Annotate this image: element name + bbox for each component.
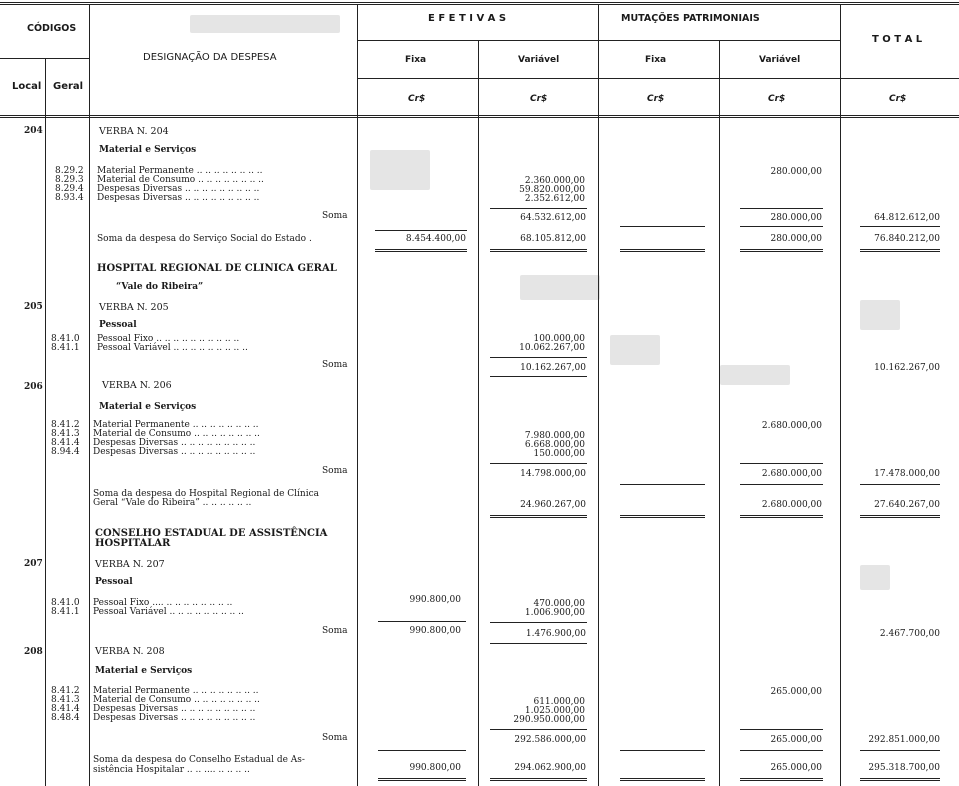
item-row: Despesas Diversas .. .. .. .. .. .. .. .. .. — [93, 438, 256, 448]
verba-206-subtitle: Material e Serviços — [99, 402, 197, 412]
rule-fixa-under — [357, 78, 959, 79]
item-row: Despesas Diversas .. .. .. .. .. .. .. .. .. — [93, 704, 256, 714]
underline — [740, 208, 823, 209]
scan-noise — [860, 565, 890, 590]
code-row: 8.41.1 — [51, 607, 80, 617]
underline — [490, 208, 587, 209]
double-underline — [620, 778, 705, 781]
total-mp-var: 280.000,00 — [770, 234, 822, 244]
soma-label: Soma — [322, 360, 348, 370]
item-row: Pessoal Fixo .. .. .. .. .. .. .. .. .. .. — [97, 334, 240, 344]
scan-noise — [520, 275, 600, 300]
scan-noise — [860, 300, 900, 330]
mp-var-value: 280.000,00 — [770, 167, 822, 177]
soma-ef-var: 14.798.000,00 — [520, 469, 586, 479]
rule-efetivas-under — [357, 40, 840, 41]
double-underline — [490, 778, 587, 781]
total-ef-fixa: 990.800,00 — [409, 763, 461, 773]
double-underline — [620, 515, 705, 518]
local-204: 204 — [24, 126, 43, 136]
underline — [620, 484, 705, 485]
item-row: Despesas Diversas .. .. .. .. .. .. .. .. .. — [97, 184, 260, 194]
verba-205-title: VERBA N. 205 — [99, 302, 169, 313]
variavel-header-2: Variável — [759, 55, 801, 65]
underline — [860, 484, 940, 485]
total-label-206-line1: Soma da despesa do Hospital Regional de Clínica — [93, 489, 319, 499]
soma-mp-var: 2.680.000,00 — [761, 469, 822, 479]
local-header: Local — [12, 81, 42, 92]
underline — [860, 750, 940, 751]
rule-codigos-under — [0, 58, 89, 59]
soma-ef-var: 1.476.900,00 — [525, 629, 586, 639]
ef-var-value: 59.820.000,00 — [519, 185, 585, 195]
double-underline — [740, 778, 823, 781]
item-row: Material de Consumo .. .. .. .. .. .. .. .. — [93, 695, 260, 705]
item-row: Material de Consumo .. .. .. .. .. .. .. .. — [93, 429, 260, 439]
underline — [490, 376, 587, 377]
code-row: 8.29.4 — [55, 184, 84, 194]
soma-ef-var: 64.532.612,00 — [520, 213, 586, 223]
ef-var-value: 1.025.000,00 — [524, 706, 585, 716]
ef-var-value: 2.360.000,00 — [524, 176, 585, 186]
soma-mp-var: 280.000,00 — [770, 213, 822, 223]
total-ef-var: 294.062.900,00 — [514, 763, 586, 773]
total-label-208-line1: Soma da despesa do Conselho Estadual de As- — [93, 755, 305, 765]
soma-label: Soma — [322, 466, 348, 476]
double-underline — [740, 515, 823, 518]
mutacoes-header: MUTAÇÕES PATRIMONIAIS — [621, 13, 760, 24]
underline — [740, 729, 823, 730]
total-label-206-line2: Geral “Vale do Ribeira” .. .. .. .. .. .. — [93, 498, 252, 508]
double-underline — [860, 515, 940, 518]
verba-207-subtitle: Pessoal — [95, 577, 133, 587]
code-row: 8.41.2 — [51, 420, 80, 430]
code-row: 8.93.4 — [55, 193, 84, 203]
code-row: 8.29.2 — [55, 166, 84, 176]
rule-geral — [89, 5, 90, 786]
underline — [490, 463, 587, 464]
underline — [740, 750, 823, 751]
fixa-header-1: Fixa — [405, 55, 427, 65]
rule-mutacoes — [840, 5, 841, 786]
soma-total: 17.478.000,00 — [874, 469, 940, 479]
soma-total: 292.851.000,00 — [868, 735, 940, 745]
rule-designacao — [357, 5, 358, 786]
code-row: 8.41.0 — [51, 598, 80, 608]
code-row: 8.48.4 — [51, 713, 80, 723]
double-underline — [860, 249, 940, 252]
soma-label: Soma — [322, 733, 348, 743]
item-row: Material Permanente .. .. .. .. .. .. .. .. — [97, 166, 263, 176]
ef-var-value: 611.000,00 — [533, 697, 585, 707]
scan-noise — [720, 365, 790, 385]
local-208: 208 — [24, 647, 43, 657]
double-underline — [620, 249, 705, 252]
verba-205-subtitle: Pessoal — [99, 320, 137, 330]
ef-var-value: 290.950.000,00 — [513, 715, 585, 725]
soma-label: Soma — [322, 626, 348, 636]
soma-total: 64.812.612,00 — [874, 213, 940, 223]
underline — [860, 226, 940, 227]
currency-mp-fixa: Cr$ — [647, 94, 665, 104]
verba-208-title: VERBA N. 208 — [95, 646, 165, 657]
efetivas-header: E F E T I V A S — [428, 13, 507, 24]
mp-var-value: 265.000,00 — [770, 687, 822, 697]
currency-ef-fixa: Cr$ — [408, 94, 426, 104]
conselho-title-line1: CONSELHO ESTADUAL DE ASSISTÊNCIA — [95, 528, 328, 539]
mp-var-value: 2.680.000,00 — [761, 421, 822, 431]
item-row: Pessoal Variável .. .. .. .. .. .. .. .. .. — [97, 343, 248, 353]
soma-label: Soma — [322, 211, 348, 221]
ef-var-value: 7.980.000,00 — [524, 431, 585, 441]
double-underline — [740, 249, 823, 252]
verba-206-title: VERBA N. 206 — [102, 380, 172, 391]
item-row: Material de Consumo .. .. .. .. .. .. .. .. — [97, 175, 264, 185]
item-row: Pessoal Variável .. .. .. .. .. .. .. .. .. — [93, 607, 244, 617]
ef-var-value: 10.062.267,00 — [519, 343, 585, 353]
soma-total: 2.467.700,00 — [879, 629, 940, 639]
currency-ef-var: Cr$ — [530, 94, 548, 104]
designacao-header: DESIGNAÇÃO DA DESPESA — [143, 52, 277, 63]
item-row: Despesas Diversas .. .. .. .. .. .. .. .. .. — [97, 193, 260, 203]
ef-var-value: 2.352.612,00 — [524, 194, 585, 204]
fixa-header-2: Fixa — [645, 55, 667, 65]
total-total: 295.318.700,00 — [868, 763, 940, 773]
code-row: 8.29.3 — [55, 175, 84, 185]
underline — [375, 230, 467, 231]
code-row: 8.41.4 — [51, 704, 80, 714]
total-header: T O T A L — [872, 34, 923, 45]
currency-mp-var: Cr$ — [768, 94, 786, 104]
soma-ef-var: 292.586.000,00 — [514, 735, 586, 745]
underline — [490, 622, 587, 623]
item-row: Despesas Diversas .. .. .. .. .. .. .. .. .. — [93, 447, 256, 457]
soma-mp-var: 265.000,00 — [770, 735, 822, 745]
code-row: 8.41.2 — [51, 686, 80, 696]
ef-var-value: 100.000,00 — [533, 334, 585, 344]
local-205: 205 — [24, 302, 43, 312]
total-ef-var: 68.105.812,00 — [520, 234, 586, 244]
double-underline — [860, 778, 940, 781]
total-total: 76.840.212,00 — [874, 234, 940, 244]
rule-ef-fixa — [478, 40, 479, 786]
conselho-title-line2: HOSPITALAR — [95, 538, 171, 549]
scan-noise — [370, 150, 430, 190]
soma-ef-fixa: 990.800,00 — [409, 626, 461, 636]
underline — [740, 226, 823, 227]
geral-header: Geral — [53, 81, 84, 92]
double-underline — [490, 249, 587, 252]
code-row: 8.41.4 — [51, 438, 80, 448]
verba-207-title: VERBA N. 207 — [95, 559, 165, 570]
underline — [490, 643, 587, 644]
underline — [740, 463, 823, 464]
verba-204-title: VERBA N. 204 — [99, 126, 169, 137]
item-row: Material Permanente .. .. .. .. .. .. .. .. — [93, 686, 259, 696]
code-row: 8.41.3 — [51, 695, 80, 705]
total-mp-var: 265.000,00 — [770, 763, 822, 773]
item-row: Material Permanente .. .. .. .. .. .. .. .. — [93, 420, 259, 430]
code-row: 8.41.0 — [51, 334, 80, 344]
rule-local — [45, 58, 46, 786]
rule-mp-fixa — [719, 40, 720, 786]
total-ef-var: 24.960.267,00 — [520, 500, 586, 510]
hospital-title: HOSPITAL REGIONAL DE CLINICA GERAL — [97, 263, 337, 274]
hospital-subtitle: “Vale do Ribeira” — [116, 282, 204, 292]
total-label-208-line2: sistência Hospitalar .. .. .... .. .. .. .. — [93, 765, 250, 775]
variavel-header-1: Variável — [518, 55, 560, 65]
verba-204-subtitle: Material e Serviços — [99, 145, 197, 155]
local-206: 206 — [24, 382, 43, 392]
total-total: 27.640.267,00 — [874, 500, 940, 510]
total-ef-fixa: 8.454.400,00 — [405, 234, 466, 244]
rule-efetivas — [598, 5, 599, 786]
ef-fixa-value: 990.800,00 — [409, 595, 461, 605]
ef-var-value: 470.000,00 — [533, 599, 585, 609]
code-row: 8.41.3 — [51, 429, 80, 439]
double-underline — [378, 778, 466, 781]
ef-var-value: 150.000,00 — [533, 449, 585, 459]
underline — [620, 750, 705, 751]
underline — [740, 484, 823, 485]
underline — [490, 729, 587, 730]
ef-var-value: 6.668.000,00 — [524, 440, 585, 450]
underline — [490, 357, 587, 358]
scan-noise — [610, 335, 660, 365]
top-border — [0, 2, 959, 5]
code-row: 8.41.1 — [51, 343, 80, 353]
soma-ef-var: 10.162.267,00 — [520, 363, 586, 373]
scan-noise — [190, 15, 340, 33]
total-mp-var: 2.680.000,00 — [761, 500, 822, 510]
item-row: Despesas Diversas .. .. .. .. .. .. .. .. .. — [93, 713, 256, 723]
verba-208-subtitle: Material e Serviços — [95, 666, 193, 676]
header-bottom-border — [0, 115, 959, 118]
code-row: 8.94.4 — [51, 447, 80, 457]
total-label-204: Soma da despesa do Serviço Social do Estado . — [97, 234, 312, 244]
currency-total: Cr$ — [889, 94, 907, 104]
local-207: 207 — [24, 559, 43, 569]
underline — [620, 226, 705, 227]
ef-var-value: 1.006.900,00 — [524, 608, 585, 618]
double-underline — [375, 249, 467, 252]
codigos-header: CÓDIGOS — [27, 23, 77, 34]
underline — [378, 621, 466, 622]
underline — [378, 750, 466, 751]
double-underline — [490, 515, 587, 518]
soma-total: 10.162.267,00 — [874, 363, 940, 373]
item-row: Pessoal Fixo .... .. .. .. .. .. .. .. .. — [93, 598, 233, 608]
